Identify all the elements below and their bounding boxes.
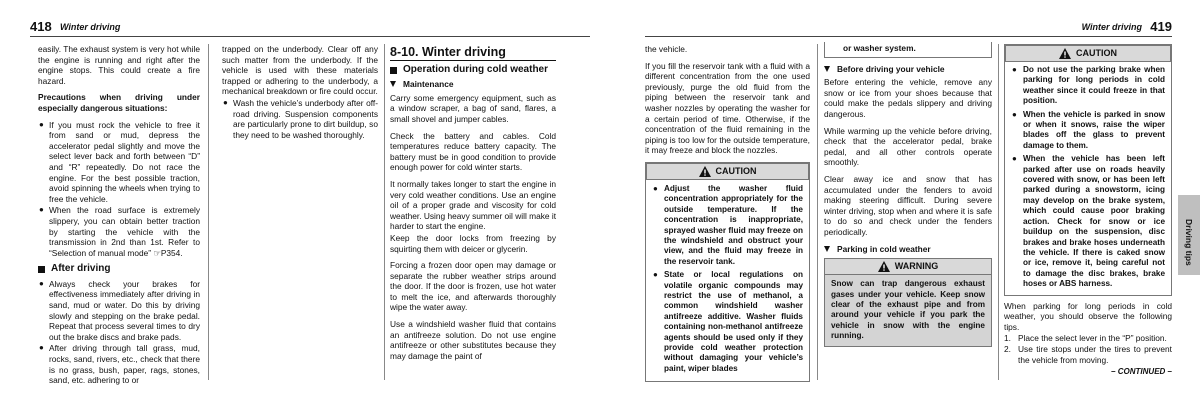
warning-header: WARNING [824,258,992,275]
wash-list [222,98,378,140]
bullet-icon: ● [1012,109,1017,119]
parking-heading: Parking in cold weather [824,244,992,255]
warning-triangle-icon [1059,48,1071,59]
caution-box [645,162,810,382]
right-col-2 [824,44,992,347]
continued-label: – CONTINUED – [1111,367,1172,377]
caution-body [646,180,809,381]
list-item: ● If you must rock the vehicle to free it from sand or mud, depress the accelerator pedal slightly and move the select lever back and forth between “D” and “R” repeatedly. Do not race the engine. For the best possible traction, avoid spinning the wheels when trying to free the vehicle. [39,119,200,204]
right-page-header [645,18,1172,37]
before-driving-heading: Before driving your vehicle [824,64,992,75]
paragraph: Check the battery and cables. Cold temperatures reduce battery capacity. The battery must be in good condition to provide enough power for cold winter starts. [390,130,556,173]
bullet-icon: ● [39,205,44,215]
list-item: ● When the road surface is extremely slippery, you can obtain better traction by starting the vehicle with the transmission in 2nd than 1st. Refer to “Selection of manual mode” ☞P354. [39,205,200,258]
after-driving-heading: After driving [38,264,200,275]
triangle-icon [390,81,396,87]
bullet-icon: ● [1012,154,1017,164]
warning-triangle-icon [878,261,890,272]
page-number-right: 419 [1150,19,1172,34]
precautions-heading: Precautions when driving under especially dangerous situations: [38,92,200,113]
warning-triangle-icon [699,166,711,177]
bullet-icon: ● [1012,65,1017,74]
square-icon [390,67,397,74]
left-col-1 [38,44,200,390]
paragraph: Keep the door locks from freezing by squirting them with deicer or glycerin. [390,232,556,254]
after-driving-list [38,279,200,386]
square-icon [38,266,45,273]
list-item: 2. Use tire stops under the tires to prevent the vehicle from moving. [1004,343,1172,365]
chapter-title: 8-10. Winter driving [390,47,556,61]
list-item: ● Adjust the washer fluid concentration appropriately for the outside temperature. If the concentration is inappropriate, sprayed washer fluid may freeze on the windshield and obstruct your view, and the fluid may freeze in the reservoir tank. [653,183,803,266]
bullet-icon: ● [653,270,658,280]
right-col-1 [645,44,810,382]
caution-body [1005,62,1171,295]
list-item: ● State or local regulations on volatile organic compounds may restrict the use of methanol, a common windshield washer antifreeze additive. Washer fluids containing non-methanol antifreeze agents should be used only if they provide cold weather protection without damaging your vehicle’s paint, wiper blades [653,270,803,373]
precautions-list [38,120,200,259]
left-page-header [30,18,590,37]
paragraph: Carry some emergency equipment, such as a window scraper, a bag of sand, flares, a small shovel and jumper cables. [390,92,556,124]
list-item: ● After driving through tall grass, mud, rocks, sand, rivers, etc., check that there is no grass, bush, paper, rags, stones, sand, etc. adhering to or [39,343,200,386]
column-divider [208,44,209,380]
list-item: ● Wash the vehicle’s underbody after off-road driving. Suspension components are particularly prone to dirt buildup, so they need to be washed thoroughly. [223,97,378,140]
triangle-icon [824,66,830,72]
cold-weather-heading: Operation during cold weather [390,65,556,76]
header-section-left: Winter driving [60,22,121,32]
header-section-right: Winter driving [1081,22,1142,32]
bullet-icon: ● [39,343,44,353]
paragraph: Before entering the vehicle, remove any snow or ice from your shoes because that could make the pedals slippery and driving dangerous. [824,77,992,119]
caution-box [1004,44,1172,296]
parking-steps [1004,333,1172,365]
list-item: ● When the vehicle has been left parked after use on roads heavily covered with snow, or has been left parked during a snowstorm, icing may develop on the brake system, which could cause poor braking action. Check for snow or ice buildup on the suspension, disc brakes and brake hoses underneath the vehicle. If there is caked snow or ice, remove it, being careful not to damage the disc brakes, brake hoses or ABS harness. [1012,154,1165,289]
intro-text: easily. The exhaust system is very hot while the engine is running and right after the engine stops. This could create a fire hazard. [38,44,200,86]
column-divider [817,44,818,380]
triangle-icon [824,246,830,252]
paragraph: Use a windshield washer fluid that contains an antifreeze solution. Do not use engine antifreeze or other substitutes because they may damage the paint of [390,319,556,361]
right-col-3 [1004,44,1172,378]
paragraph: It normally takes longer to start the engine in very cold weather conditions. Use an engine oil of a proper grade and viscosity for cold weather. Using heavy summer oil will make it harder to start the engine. [390,178,557,232]
paragraph: If you fill the reservoir tank with a fluid with a different concentration from the one used previously, purge the old fluid from the piping between the reservoir tank and washer nozzles by operating the washer for a certain period of time. Otherwise, if the concentration of the fluid remaining in the piping is too low for the outside temperature, it may freeze and block the nozzles. [645,60,810,156]
paragraph: Clear away ice and snow that has accumulated under the fenders to avoid making steering difficult. During severe winter driving, stop when and where it is safe to do so and check under the fenders periodically. [824,173,992,237]
parking-intro: When parking for long periods in cold weather, you should observe the following tips. [1004,300,1172,332]
column-divider [998,44,999,380]
side-tab-label: Driving tips [1184,219,1194,266]
caution-header: CAUTION [646,163,809,180]
list-item: 1. Place the select lever in the “P” position. [1004,333,1167,344]
bullet-icon: ● [39,278,44,288]
paragraph: While warming up the vehicle before driving, check that the accelerator pedal, brake pedal, and all other controls operate smoothly. [824,125,992,168]
page-number-left: 418 [30,19,52,34]
caution-header: CAUTION [1005,45,1171,62]
maintenance-heading: Maintenance [390,79,556,90]
paragraph: the vehicle. [645,44,688,54]
list-item: ● Always check your brakes for effectiveness immediately after driving in sand, mud or water. Do this by driving slowly and stepping on the brake pedal. Repeat that process several times to dry out the brake discs and brake pads. [39,278,200,342]
bullet-icon: ● [653,183,658,193]
right-page [600,0,1200,402]
warning-body: Snow can trap dangerous exhaust gases under your vehicle. Keep snow clear of the exhaust pipe and from around your vehicle if you park the vehicle in snow with the engine running. [824,275,992,346]
caution-box-continuation: or washer system. [824,42,992,58]
list-item: ● Do not use the parking brake when parking for long periods in cold weather since it could freeze in that position. [1012,65,1165,106]
list-item: ● When the vehicle is parked in snow or when it snows, raise the wiper blades off the glass to prevent damage to them. [1012,109,1165,150]
left-col-2 [222,44,378,144]
continuation-text: trapped on the underbody. Clear off any such matter from the underbody. If the vehicle is used with these materials trapped or adhering to the underbody, a mechanical breakdown or fire could occur. [222,44,378,97]
bullet-icon: ● [39,119,44,129]
left-col-3 [390,44,556,367]
column-divider [384,44,385,380]
bullet-icon: ● [223,97,228,107]
paragraph: Forcing a frozen door open may damage or separate the rubber weather strips around the door. If the door is frozen, use hot water to melt the ice, and afterwards thoroughly wipe the water away. [390,260,556,313]
